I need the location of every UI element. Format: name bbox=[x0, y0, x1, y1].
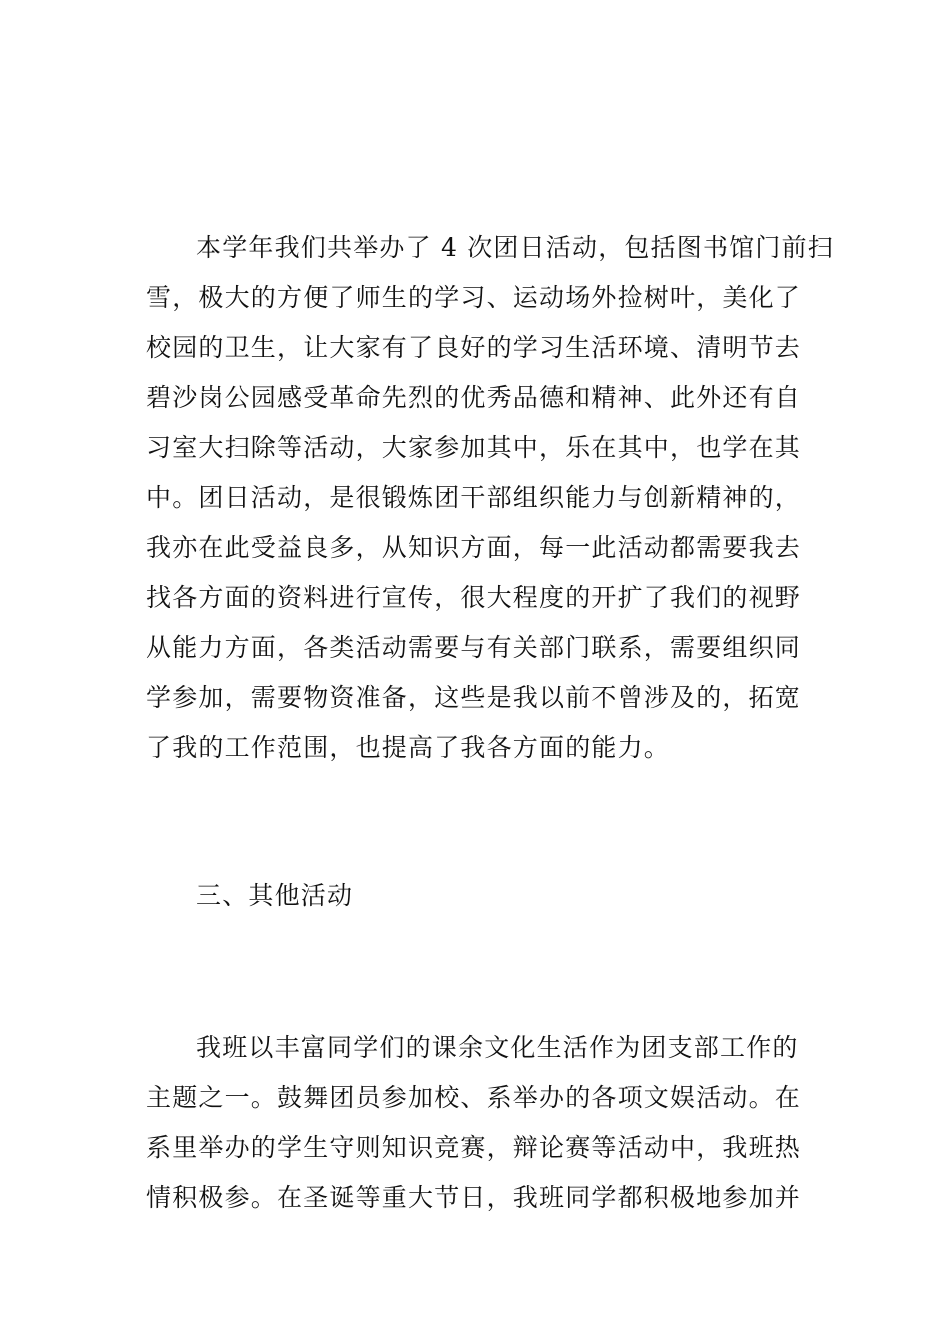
paragraph-line: 主题之一。鼓舞团员参加校、系举办的各项文娱活动。在 bbox=[146, 1083, 802, 1112]
paragraph-line: 情积极参。在圣诞等重大节日，我班同学都积极地参加并 bbox=[146, 1183, 802, 1212]
paragraph-line: 学参加，需要物资准备，这些是我以前不曾涉及的，拓宽 bbox=[146, 683, 802, 712]
paragraph-line: 雪，极大的方便了师生的学习、运动场外捡树叶，美化了 bbox=[146, 283, 802, 312]
paragraph-line: 从能力方面，各类活动需要与有关部门联系，需要组织同 bbox=[146, 633, 802, 662]
paragraph-line: 找各方面的资料进行宣传，很大程度的开扩了我们的视野 bbox=[146, 583, 802, 612]
paragraph-line: 中。团日活动，是很锻炼团干部组织能力与创新精神的， bbox=[146, 483, 802, 512]
paragraph-line: 习室大扫除等活动，大家参加其中，乐在其中，也学在其 bbox=[146, 433, 802, 462]
paragraph-line: 我亦在此受益良多，从知识方面，每一此活动都需要我去 bbox=[146, 533, 802, 562]
paragraph-line: 本学年我们共举办了 4 次团日活动，包括图书馆门前扫 bbox=[196, 233, 835, 262]
paragraph-line: 了我的工作范围，也提高了我各方面的能力。 bbox=[146, 733, 671, 762]
paragraph-line: 碧沙岗公园感受革命先烈的优秀品德和精神、此外还有自 bbox=[146, 383, 802, 412]
paragraph-line: 我班以丰富同学们的课余文化生活作为团支部工作的 bbox=[196, 1033, 799, 1062]
paragraph-line: 系里举办的学生守则知识竞赛，辩论赛等活动中，我班热 bbox=[146, 1133, 802, 1162]
section-heading: 三、其他活动 bbox=[196, 881, 354, 910]
paragraph-line: 校园的卫生，让大家有了良好的学习生活环境、清明节去 bbox=[146, 333, 802, 362]
